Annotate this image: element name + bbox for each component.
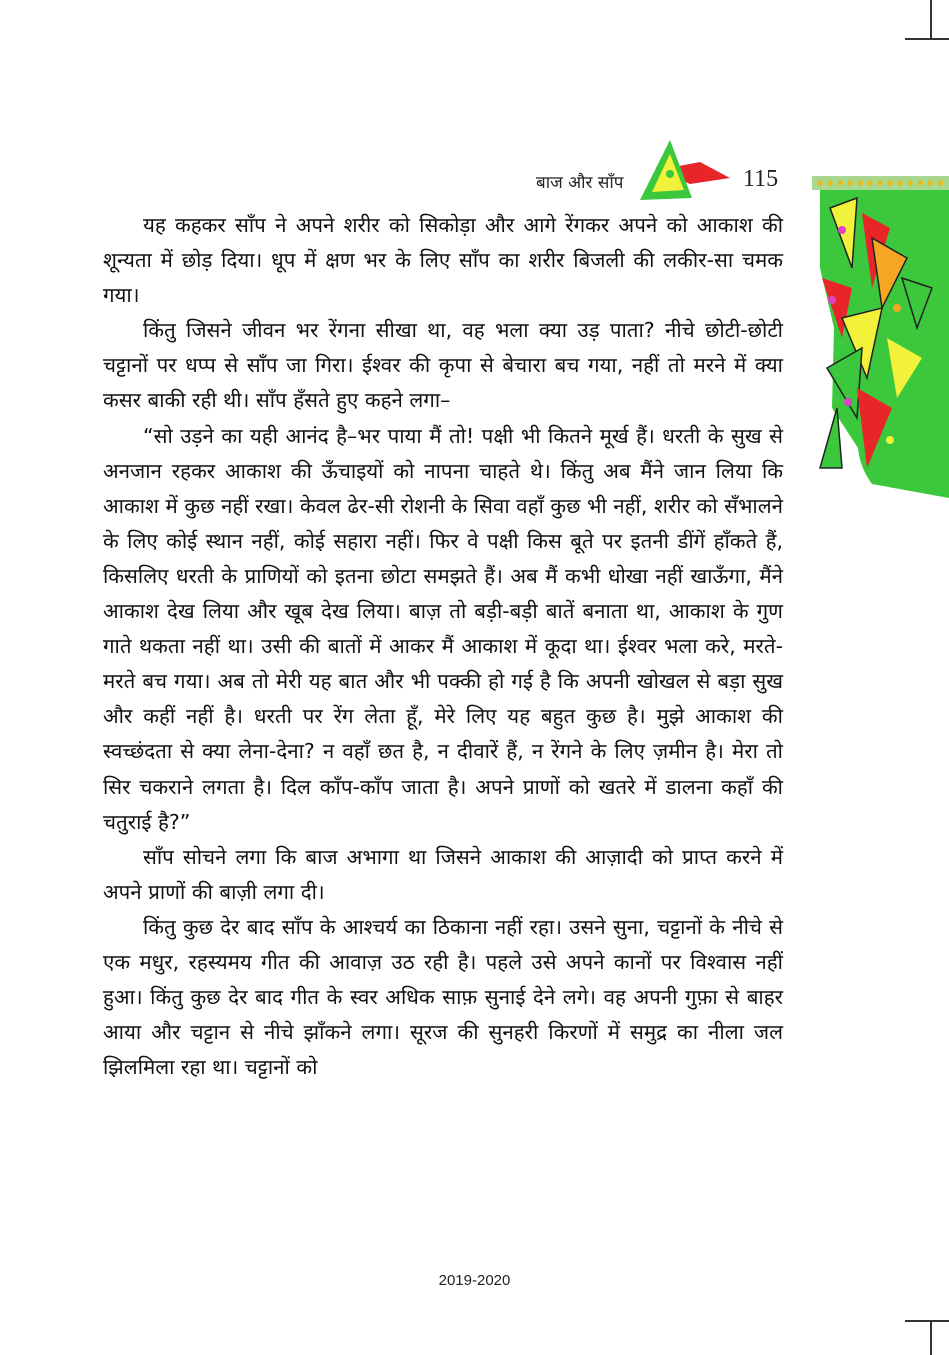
story-text xyxy=(103,208,783,1085)
footer-year: 2019-2020 xyxy=(438,1272,511,1289)
paragraph: यह कहकर साँप ने अपने शरीर को सिकोड़ा और आगे रेंगकर अपने को आकाश की शून्यता में छोड़ दिया। धूप में क्षण भर के लिए साँप का शरीर बिजली की लकीर-सा चमक गया। xyxy=(103,213,783,308)
paragraph: किंतु जिसने जीवन भर रेंगना सीखा था, वह भला क्या उड़ पाता? नीचे छोटी-छोटी चट्टानों पर धप्प से साँप जा गिरा। ईश्वर की कृपा से बेचारा बच गया, नहीं तो मरने में क्या कसर बाकी रही थी। साँप हँसते हुए कहने लगा– xyxy=(103,318,783,413)
paragraph: साँप सोचने लगा कि बाज अभागा था जिसने आकाश की आज़ादी को प्राप्त करने में अपने प्राणों की बाज़ी लगा दी। xyxy=(103,844,783,904)
triangle-arrow-icon xyxy=(630,140,730,206)
crop-mark-bottom xyxy=(930,1322,932,1355)
crop-mark-top xyxy=(930,0,932,38)
paragraph: “सो उड़ने का यही आनंद है–भर पाया मैं तो! पक्षी भी कितने मूर्ख हैं। धरती के सुख से अनजान रहकर आकाश की ऊँचाइयों को नापना चाहते थे। किंतु अब मैंने जान लिया कि आकाश में कुछ नहीं रखा। केवल ढेर-सी रोशनी के सिवा वहाँ कुछ भी नहीं, शरीर को सँभालने के लिए कोई स्थान नहीं, कोई सहारा नहीं। फिर वे पक्षी किस बूते पर इतनी डींगें हाँकते हैं, किसलिए धरती के प्राणियों को इतना छोटा समझते हैं। अब मैं कभी धोखा नहीं खाऊँगा, मैंने आकाश देख लिया और खूब देख लिया। बाज़ तो बड़ी-बड़ी बातें बनाता था, आकाश के गुण गाते थकता नहीं था। उसी की बातों में आकर मैं आकाश में कूदा था। ईश्वर भला करे, मरते-मरते बच गया। अब तो मेरी यह बात और भी पक्की हो गई है कि अपनी खोखल से बड़ा सुख और कहीं नहीं है। धरती पर रेंग लेता हूँ, मेरे लिए यह बहुत कुछ है। मुझे आकाश की स्वच्छंदता से क्या लेना-देना? न वहाँ छत है, न दीवारें हैं, न रेंगने के लिए ज़मीन है। मेरा तो सिर चकराने लगता है। दिल काँप-काँप जाता है। अपने प्राणों को खतरे में डालना कहाँ की चतुराई है?” xyxy=(103,423,783,834)
crop-mark-bottom-horizontal xyxy=(905,1320,949,1322)
page-number: 115 xyxy=(743,166,779,192)
green-curtain-ornament-icon xyxy=(812,168,949,498)
chapter-title: बाज और साँप xyxy=(536,173,624,193)
paragraph: किंतु कुछ देर बाद साँप के आश्चर्य का ठिकाना नहीं रहा। उसने सुना, चट्टानों के नीचे से एक मधुर, रहस्यमय गीत की आवाज़ उठ रही है। पहले उसे अपने कानों पर विश्वास नहीं हुआ। किंतु कुछ देर बाद गीत के स्वर अधिक साफ़ सुनाई देने लगे। वह अपनी गुफ़ा से बाहर आया और चट्टान से नीचे झाँकने लगा। सूरज की सुनहरी किरणों में समुद्र का नीला जल झिलमिला रहा था। चट्टानों को xyxy=(103,914,783,1080)
crop-mark-top-horizontal xyxy=(905,38,949,40)
